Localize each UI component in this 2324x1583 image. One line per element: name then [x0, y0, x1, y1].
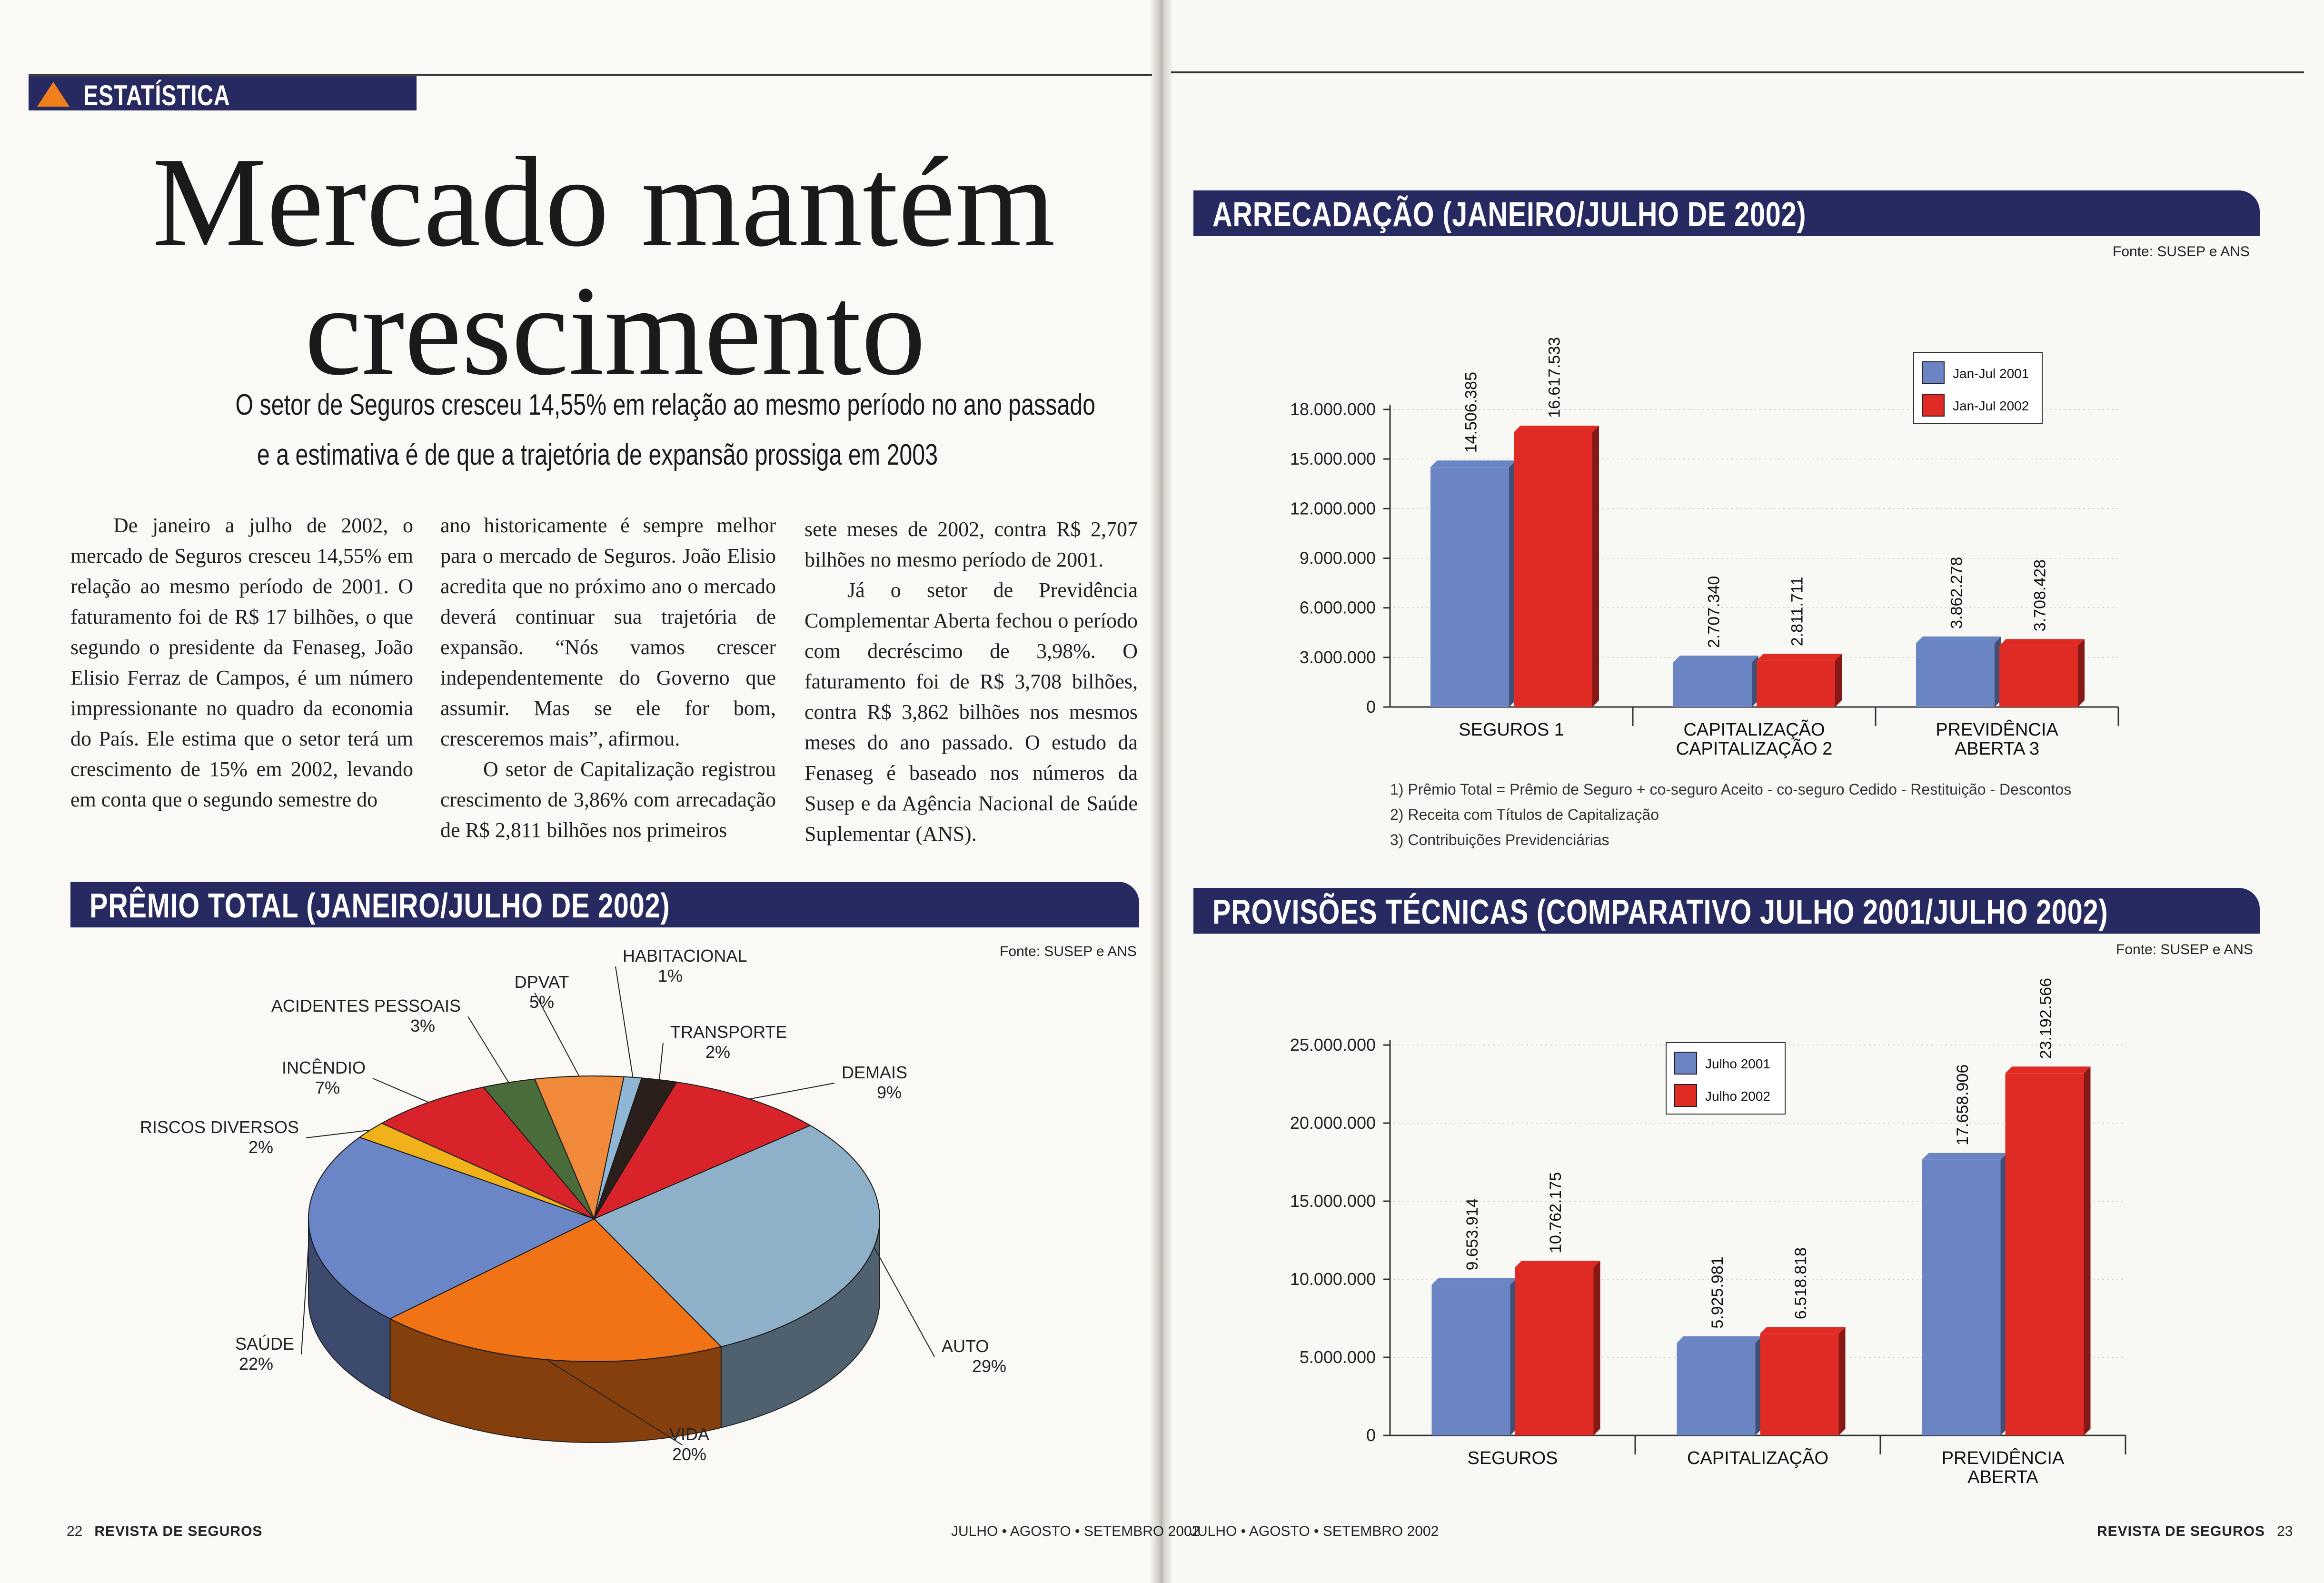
triangle-icon [37, 82, 70, 107]
pie-leader-line [373, 1078, 428, 1102]
note-1: 1) Prêmio Total = Prêmio de Seguro + co-seguro Aceito - co-seguro Cedido - Restituição - Descontos [1390, 781, 2072, 798]
pie-label-pct: 7% [315, 1078, 340, 1097]
bar-series1-3 [1916, 637, 2001, 707]
bar-value-label: 2.811.711 [1788, 577, 1807, 647]
subhead-line1: O setor de Seguros cresceu 14,55% em relação ao mesmo período no ano passado [235, 388, 1096, 421]
bar-chart-1 [1228, 257, 2299, 771]
bar-face [1432, 1284, 1510, 1435]
article-paragraph: Já o setor de Previdência Complementar Aberta fechou o período com decréscimo de 3,98%. O faturamento foi de R$ 3,708 bilhões, contra R$ 3,862 bilhões nos mesmos meses do ano passado. O estudo da Fenaseg é baseado nos números da Susep e da Agência Nacional de Saúde Suplementar (ANS). [804, 578, 1138, 846]
headline-line2: crescimento [305, 259, 926, 402]
pie-chart-title-band [70, 882, 1139, 927]
bar-side [1839, 1327, 1846, 1435]
page-number-right: 23 [2277, 1523, 2293, 1539]
pie-label-pct: 1% [657, 966, 683, 986]
bar-side [2084, 1066, 2091, 1435]
x-category-label: PREVIDÊNCIA [1936, 720, 2058, 740]
x-category-label: SEGUROS 1 [1459, 720, 1564, 740]
bar-chart-1-source: Fonte: SUSEP e ANS [2113, 244, 2250, 259]
bar-face [1922, 1160, 2001, 1435]
footer-right [2097, 1523, 2293, 1540]
article-column-1 [70, 510, 413, 815]
pie-label-pct: 2% [248, 1137, 274, 1157]
pie-label-transporte [659, 1022, 787, 1080]
bar-value-label: 3.862.278 [1947, 557, 1966, 629]
legend [1666, 1043, 1785, 1114]
pie-chart-title: PRÊMIO TOTAL (JANEIRO/JULHO DE 2002) [89, 887, 670, 925]
bar-face [1757, 660, 1835, 707]
article-paragraph: sete meses de 2002, contra R$ 2,707 bilhões no mesmo período de 2001. [804, 518, 1138, 571]
footer-date-left: JULHO • AGOSTO • SETEMBRO 2002 [951, 1523, 1200, 1539]
x-category-label: SEGUROS [1467, 1448, 1558, 1468]
y-tick-label: 9.000.000 [1299, 548, 1376, 568]
pie-label-pct: 29% [972, 1356, 1007, 1376]
bar-value-label: 16.617.533 [1545, 337, 1564, 418]
bar-top [2006, 1066, 2091, 1073]
pie-label-pct: 3% [410, 1016, 436, 1035]
y-tick-label: 10.000.000 [1290, 1269, 1376, 1289]
x-category-label: ABERTA [1967, 1467, 2038, 1487]
x-category-label: ABERTA 3 [1954, 739, 2040, 759]
y-tick-label: 15.000.000 [1290, 1191, 1376, 1211]
legend-swatch [1675, 1085, 1697, 1106]
y-tick-label: 18.000.000 [1290, 399, 1376, 419]
bar-value-label: 23.192.566 [2037, 978, 2055, 1059]
bar-chart-2-title: PROVISÕES TÉCNICAS (COMPARATIVO JULHO 2001/JULHO 2002) [1212, 893, 2108, 931]
bar-top [1922, 1153, 2007, 1160]
bar-value-label: 10.762.175 [1547, 1172, 1565, 1254]
section-tag-label: ESTATÍSTICA [83, 80, 230, 111]
pie-label-riscos-diversos [140, 1117, 370, 1157]
pie-label-sa-de [235, 1231, 309, 1374]
pie-leader-line [616, 966, 633, 1077]
legend-label: Jan-Jul 2002 [1953, 398, 2029, 413]
bar-top [1515, 1261, 1600, 1267]
bar-value-label: 9.653.914 [1463, 1198, 1481, 1271]
y-tick-label: 15.000.000 [1290, 449, 1376, 469]
bar-value-label: 6.518.818 [1792, 1247, 1810, 1320]
bar-top [1673, 656, 1758, 662]
section-tag [29, 76, 417, 110]
bar-series2-3 [1999, 639, 2085, 707]
legend-label: Julho 2001 [1705, 1056, 1771, 1071]
pie-leader-line [874, 1247, 934, 1357]
footer-date-right: JULHO • AGOSTO • SETEMBRO 2002 [1190, 1523, 1439, 1539]
pie-label-name: DEMAIS [842, 1063, 908, 1082]
bar-series2-2 [1760, 1327, 1846, 1435]
bar-top [1757, 654, 1842, 660]
bar-side [2078, 639, 2085, 707]
bar-value-label: 17.658.906 [1954, 1064, 1972, 1145]
y-tick-label: 5.000.000 [1299, 1347, 1376, 1367]
article-paragraph: O setor de Capitalização registrou crescimento de 3,86% com arrecadação de R$ 2,811 bilhões nos primeiros [440, 757, 776, 842]
legend-swatch [1922, 394, 1944, 416]
bar-face [1916, 643, 1995, 707]
pie-chart [70, 933, 1142, 1519]
y-tick-label: 0 [1366, 1425, 1376, 1445]
bar-side [1592, 426, 1599, 707]
x-category-label: CAPITALIZAÇÃO [1683, 720, 1825, 740]
pie-leader-line [468, 1016, 509, 1083]
bar-face [2006, 1073, 2084, 1435]
pie-label-name: HABITACIONAL [623, 946, 747, 966]
bar-side [1594, 1261, 1600, 1435]
y-tick-label: 12.000.000 [1290, 498, 1376, 518]
bar-value-label: 14.506.385 [1462, 372, 1480, 453]
article-paragraph: ano historicamente é sempre melhor para o mercado de Seguros. João Elisio acredita que no próximo ano o mercado deverá continuar sua trajetória de expansão. “Nós vamos crescer independentemente do Governo que assumir. Mas se ele for bom, cresceremos mais”, afirmou. [440, 514, 776, 750]
bar-top [1760, 1327, 1846, 1334]
bar-top [1999, 639, 2085, 646]
page-gutter [1150, 0, 1173, 1583]
magazine-name-right: REVISTA DE SEGUROS [2097, 1523, 2265, 1539]
bar-top [1514, 426, 1599, 432]
bar-chart-2-title-band [1193, 888, 2260, 934]
pie-label-pct: 5% [529, 992, 555, 1012]
y-tick-label: 20.000.000 [1290, 1113, 1376, 1133]
bar-chart-1-title: ARRECADAÇÃO (JANEIRO/JULHO DE 2002) [1212, 196, 1807, 234]
bar-face [1673, 662, 1752, 707]
bar-face [1430, 467, 1509, 707]
bar-side [1835, 654, 1842, 707]
pie-label-name: SAÚDE [235, 1334, 294, 1354]
note-2: 2) Receita com Títulos de Capitalização [1390, 806, 1659, 823]
legend-swatch [1675, 1052, 1697, 1074]
bar-series1-2 [1677, 1336, 1762, 1435]
x-category-label: CAPITALIZAÇÃO 2 [1676, 739, 1833, 759]
bar-value-label: 5.925.981 [1708, 1256, 1727, 1329]
bar-series2-2 [1757, 654, 1842, 707]
y-tick-label: 0 [1366, 697, 1376, 717]
bar-top [1677, 1336, 1762, 1343]
x-category-label: PREVIDÊNCIA [1941, 1448, 2065, 1468]
bar-face [1515, 1267, 1594, 1435]
page-number-left: 22 [67, 1523, 83, 1539]
pie-label-pct: 2% [705, 1042, 731, 1062]
bar-top [1430, 460, 1516, 467]
bar-top [1916, 637, 2001, 643]
footer-left [67, 1523, 262, 1540]
bar-series1-1 [1432, 1278, 1517, 1435]
bar-value-label: 3.708.428 [2031, 559, 2049, 632]
pie-label-name: ACIDENTES PESSOAIS [271, 996, 461, 1016]
y-tick-label: 3.000.000 [1299, 647, 1376, 667]
pie-label-name: INCÊNDIO [281, 1058, 366, 1077]
top-rule-left [29, 74, 1152, 76]
bar-value-label: 2.707.340 [1705, 576, 1723, 648]
headline-line1: Mercado mantém [152, 131, 1055, 273]
bar-series2-1 [1514, 426, 1599, 707]
pie-label-inc-ndio [282, 1058, 428, 1102]
bar-series2-3 [2006, 1066, 2091, 1435]
pie-label-name: RISCOS DIVERSOS [139, 1117, 299, 1137]
x-category-label: CAPITALIZAÇÃO [1687, 1448, 1829, 1468]
bar-face [1760, 1334, 1839, 1435]
pie-label-name: VIDA [669, 1424, 710, 1444]
bar-series1-1 [1430, 460, 1516, 707]
pie-label-auto [874, 1247, 1006, 1376]
article-paragraph: De janeiro a julho de 2002, o mercado de Seguros cresceu 14,55% em relação ao mesmo período de 2001. O faturamento foi de R$ 17 bilhões, o que segundo o presidente da Fenaseg, João Elisio Ferraz de Campos, é um número impressionante no quadro da economia do País. Ele estima que o setor terá um crescimento de 15% em 2002, levando em conta que o segundo semestre do [70, 514, 413, 811]
bar-series1-2 [1673, 656, 1758, 707]
pie-label-name: TRANSPORTE [670, 1022, 787, 1042]
bar-chart-1-title-band [1193, 190, 2260, 236]
pie-label-name: DPVAT [514, 972, 569, 992]
article-column-3 [804, 514, 1138, 849]
bar-face [1677, 1343, 1756, 1435]
pie-label-pct: 20% [672, 1444, 707, 1464]
pie-chart-source: Fonte: SUSEP e ANS [1000, 944, 1137, 959]
bar-series1-3 [1922, 1153, 2007, 1435]
bar-series2-1 [1515, 1261, 1600, 1435]
bar-chart-2 [1228, 957, 2299, 1490]
legend-label: Jan-Jul 2001 [1953, 366, 2029, 381]
magazine-name-left: REVISTA DE SEGUROS [94, 1523, 263, 1539]
pie-label-pct: 22% [238, 1354, 274, 1374]
article-column-2 [440, 510, 776, 846]
bar-top [1432, 1278, 1517, 1284]
y-tick-label: 6.000.000 [1299, 597, 1376, 617]
bar-chart-2-source: Fonte: SUSEP e ANS [2116, 942, 2253, 957]
note-3: 3) Contribuições Previdenciárias [1390, 831, 1609, 848]
pie-leader-line [659, 1043, 663, 1080]
bar-face [1999, 646, 2078, 707]
subhead-line2: e a estimativa é de que a trajetória de expansão prossiga em 2003 [257, 438, 938, 471]
legend-label: Julho 2002 [1705, 1089, 1771, 1104]
pie-label-demais [750, 1063, 907, 1102]
pie-label-name: AUTO [942, 1336, 989, 1356]
pie-leader-line [750, 1083, 834, 1099]
legend-swatch [1922, 362, 1944, 384]
top-rule-right [1171, 71, 2304, 73]
pie-label-dpvat [515, 972, 579, 1076]
pie-label-pct: 9% [876, 1083, 902, 1102]
legend [1914, 352, 2042, 424]
bar-face [1514, 432, 1592, 707]
y-tick-label: 25.000.000 [1290, 1035, 1376, 1055]
